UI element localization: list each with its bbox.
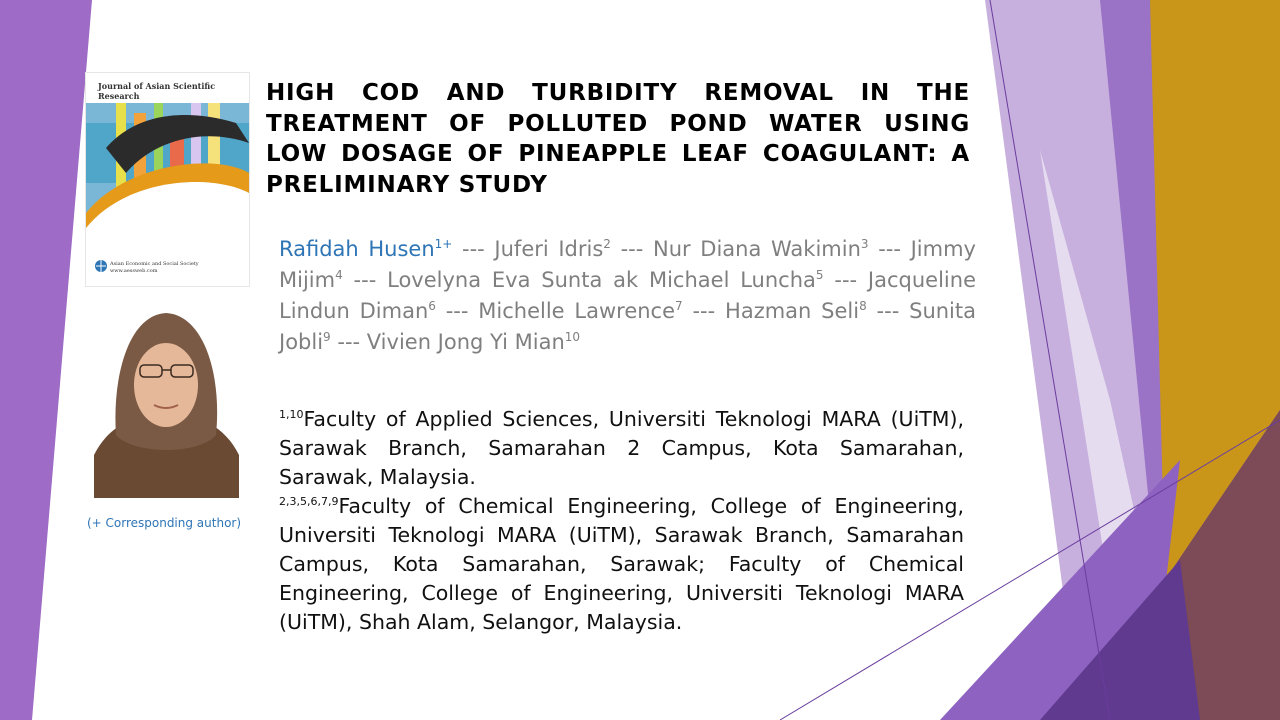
author-sup: 8 bbox=[859, 299, 867, 313]
author-sup: 4 bbox=[335, 268, 343, 282]
author-sup: 5 bbox=[815, 268, 824, 282]
author-name: Vivien Jong Yi Mian bbox=[366, 330, 565, 354]
affiliation-2-sup: 2,3,5,6,7,9 bbox=[279, 495, 339, 508]
author-separator: --- bbox=[610, 237, 653, 261]
author-separator: --- bbox=[342, 268, 388, 292]
author-name: Sunita Jobli bbox=[279, 299, 976, 354]
author-sup: 7 bbox=[675, 299, 683, 313]
author-separator: --- bbox=[330, 330, 367, 354]
author-sup: 10 bbox=[564, 330, 581, 344]
cover-publisher bbox=[110, 261, 199, 275]
author-list bbox=[279, 234, 976, 358]
author-separator: --- bbox=[682, 299, 726, 323]
affiliation-1-text: Faculty of Applied Sciences, Universiti Teknologi MARA (UiTM), Sarawak Branch, Samarahan 2 Campus, Kota Samarahan, Sarawak, Malaysia. bbox=[279, 407, 964, 489]
affiliations bbox=[279, 405, 964, 637]
paper-title: HIGH COD AND TURBIDITY REMOVAL IN THE TREATMENT OF POLLUTED POND WATER USING LOW DOSAGE OF PINEAPPLE LEAF COAGULANT: A PRELIMINARY STUDY bbox=[266, 80, 970, 198]
affiliation-2 bbox=[279, 492, 964, 637]
author-name: Juferi Idris bbox=[494, 237, 604, 261]
author-photo bbox=[94, 305, 239, 498]
lead-author-name: Rafidah Husen bbox=[279, 237, 435, 261]
author-separator: --- bbox=[823, 268, 868, 292]
author-sup: 6 bbox=[428, 299, 436, 313]
journal-cover-image bbox=[85, 72, 250, 287]
left-purple-band bbox=[0, 0, 92, 720]
affiliation-2-text: Faculty of Chemical Engineering, College of Engineering, Universiti Teknologi MARA (UiTM), Sarawak Branch, Samarahan Campus, Kota Samarahan, Sarawak; Faculty of Chemical Engineering, College of Engineering, Universiti Teknologi MARA (UiTM), Shah Alam, Selangor, Malaysia. bbox=[279, 494, 964, 634]
lead-author-sup: 1+ bbox=[434, 237, 453, 251]
author-separator: --- bbox=[868, 237, 911, 261]
author-sup: 3 bbox=[860, 237, 869, 251]
author-name: Michelle Lawrence bbox=[478, 299, 676, 323]
author-sup: 2 bbox=[603, 237, 611, 251]
author-separator: --- bbox=[452, 237, 495, 261]
affiliation-1-sup: 1,10 bbox=[279, 408, 304, 421]
cover-artwork bbox=[86, 103, 249, 263]
author-name: Hazman Seli bbox=[725, 299, 860, 323]
author-name: Jacqueline Lindun Diman bbox=[279, 268, 976, 323]
author-name: Nur Diana Wakimin bbox=[652, 237, 861, 261]
cover-journal-title: Journal of Asian Scientific Research bbox=[98, 81, 216, 101]
author-separator: --- bbox=[435, 299, 479, 323]
cover-publisher-line1: Asian Economic and Social Society bbox=[110, 261, 199, 267]
affiliation-1 bbox=[279, 405, 964, 492]
corresponding-author-note: (+ Corresponding author) bbox=[86, 516, 242, 530]
cover-publisher-line2: www.aessweb.com bbox=[110, 268, 158, 274]
author-name: Jimmy Mijim bbox=[279, 237, 976, 292]
author-separator: --- bbox=[866, 299, 910, 323]
publisher-logo-icon bbox=[94, 259, 108, 273]
author-sup: 9 bbox=[323, 330, 331, 344]
author-name: Lovelyna Eva Sunta ak Michael Luncha bbox=[387, 268, 816, 292]
